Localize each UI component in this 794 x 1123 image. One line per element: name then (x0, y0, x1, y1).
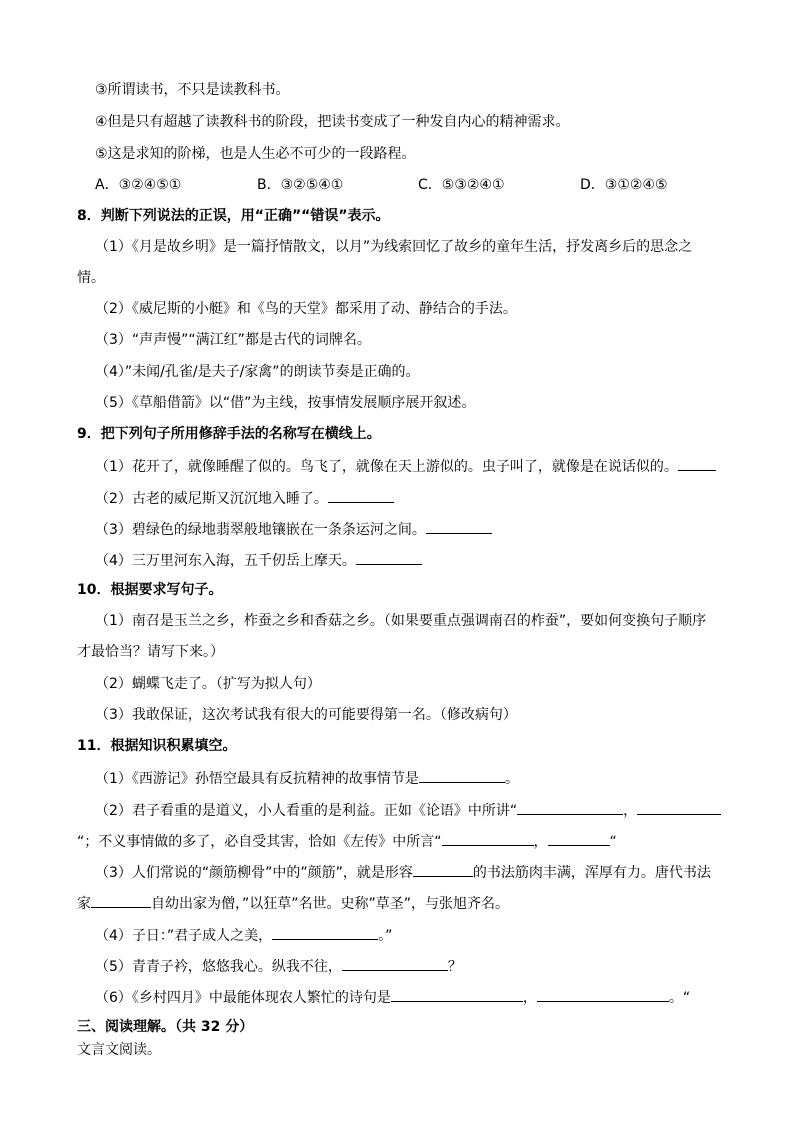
answer-blank[interactable] (342, 955, 448, 971)
q9-title: 9．把下列句子所用修辞手法的名称写在横线上。 (77, 426, 381, 442)
q11-item-3-text-b: 的书法筋肉丰满，浑厚有力。唐代书法 (472, 865, 711, 881)
q11-item-3-cont (77, 892, 509, 914)
q11-item-1-text: （1）《西游记》孙悟空最具有反抗精神的故事情节是 (95, 771, 419, 787)
answer-blank[interactable] (413, 861, 473, 877)
q9-item-1-text: （1）花开了，就像睡醒了似的。鸟飞了，就像在天上游似的。虫子叫了，就像是在说话似的。 (95, 459, 678, 475)
q11-item-6 (95, 986, 690, 1008)
answer-blank[interactable] (678, 455, 716, 471)
q11-item-4-text: （4）子日：”君子成人之美， (95, 928, 273, 944)
answer-blank[interactable] (328, 487, 394, 503)
q11-item-1-end: 。 (504, 771, 519, 787)
q8-title: 8．判断下列说法的正误，用“正确”“错误”表示。 (77, 208, 390, 224)
answer-blank[interactable] (517, 799, 623, 815)
answer-blank[interactable] (537, 986, 669, 1002)
q11-item-2-cont (77, 830, 617, 852)
section-3-subtitle: 文言文阅读。 (77, 1042, 161, 1058)
q11-item-3-text: （3）人们常说的“颜筋柳骨”中的”颜筋”，就是形容 (95, 865, 413, 881)
q11-item-4-end: 。” (378, 928, 393, 944)
q9-item-2-text: （2）古老的威尼斯又沉沉地入睡了。 (95, 491, 328, 507)
q9-item-2 (95, 487, 394, 509)
q8-item-1b: 情。 (77, 270, 105, 286)
q8-item-3: （3）“声声慢”“满江红”都是古代的词牌名。 (95, 332, 371, 348)
q11-item-2 (95, 799, 721, 821)
q11-item-3-text-d: 自幼出家为僧，”以狂草”名世。史称”草圣”，与张旭齐名。 (151, 896, 510, 912)
q11-item-2-sep-b: ， (533, 834, 548, 850)
answer-blank[interactable] (272, 924, 378, 940)
q7-option-c: C．⑤③②④① (418, 177, 505, 193)
q8-item-4: （4）”未闻/孔雀/是夫子/家禽”的朗读节奏是正确的。 (95, 364, 420, 380)
section-3-title: 三、阅读理解。（共 32 分） (77, 1019, 254, 1035)
q10-item-3: （3）我敢保证，这次考试我有很大的可能要得第一名。（修改病句） (95, 707, 517, 723)
q11-item-2-sep: ， (623, 803, 638, 819)
q11-item-1 (95, 767, 519, 789)
q11-item-3 (95, 861, 711, 883)
q8-item-1a: （1）《月是故乡明》是一篇抒情散文，以月”为线索回忆了故乡的童年生活，抒发离乡后的思念之 (95, 239, 693, 255)
q10-item-1a: （1）南召是玉兰之乡，柞蚕之乡和香菇之乡。（如果要重点强调南召的柞蚕”，要如何变换句子顺序 (95, 613, 707, 629)
q11-item-2-text-b: “；不义事情做的多了，必自受其害，恰如《左传》中所言“ (77, 834, 442, 850)
q7-option-a: A．③②④⑤① (95, 177, 182, 193)
answer-blank[interactable] (442, 830, 534, 846)
q11-item-2-end: “ (609, 834, 617, 850)
answer-blank[interactable] (391, 986, 523, 1002)
q10-title: 10．根据要求写句子。 (77, 582, 223, 598)
answer-blank[interactable] (356, 549, 422, 565)
q11-item-2-text: （2）君子看重的是道义，小人看重的是利益。正如《论语》中所讲“ (95, 803, 518, 819)
answer-blank[interactable] (637, 799, 721, 815)
answer-blank[interactable] (548, 830, 610, 846)
q7-sentence-4: ④但是只有超越了读教科书的阶段，把读书变成了一种发自内心的精神需求。 (95, 114, 570, 130)
q9-item-3 (95, 518, 492, 540)
answer-blank[interactable] (426, 518, 492, 534)
q10-item-1b: 才最恰当？请写下来。） (77, 644, 224, 660)
q11-item-6-end: 。“ (668, 990, 691, 1006)
q9-item-3-text: （3）碧绿色的绿地翡翠般地镶嵌在一条条运河之间。 (95, 522, 426, 538)
q11-item-5 (95, 955, 462, 977)
q11-item-5-end: ？ (447, 959, 462, 975)
q8-item-5: （5）《草船借箭》以“借”为主线，按事情发展顺序展开叙述。 (95, 395, 476, 411)
q11-title: 11．根据知识积累填空。 (77, 738, 237, 754)
q9-item-1 (95, 455, 716, 477)
q7-option-b: B．③②⑤④① (257, 177, 344, 193)
q7-sentence-5: ⑤这是求知的阶梯，也是人生必不可少的一段路程。 (95, 146, 416, 162)
q9-item-4 (95, 549, 422, 571)
q7-option-d: D．③①②④⑤ (580, 177, 668, 193)
q11-item-6-sep: ， (522, 990, 537, 1006)
answer-blank[interactable] (419, 767, 505, 783)
q7-sentence-3: ③所谓读书，不只是读教科书。 (95, 82, 290, 98)
q11-item-4 (95, 924, 392, 946)
q11-item-6-text: （6）《乡村四月》中最能体现农人繁忙的诗句是 (95, 990, 391, 1006)
q8-item-2: （2）《威尼斯的小艇》和《鸟的天堂》都采用了动、静结合的手法。 (95, 301, 517, 317)
q11-item-3-text-c: 家 (77, 896, 91, 912)
q11-item-5-text: （5）青青子衿，悠悠我心。纵我不往， (95, 959, 342, 975)
q9-item-4-text: （4）三万里河东入海，五千仞岳上摩天。 (95, 553, 356, 569)
answer-blank[interactable] (91, 892, 151, 908)
q10-item-2: （2）蝴蝶飞走了。（扩写为拟人句） (95, 676, 321, 692)
